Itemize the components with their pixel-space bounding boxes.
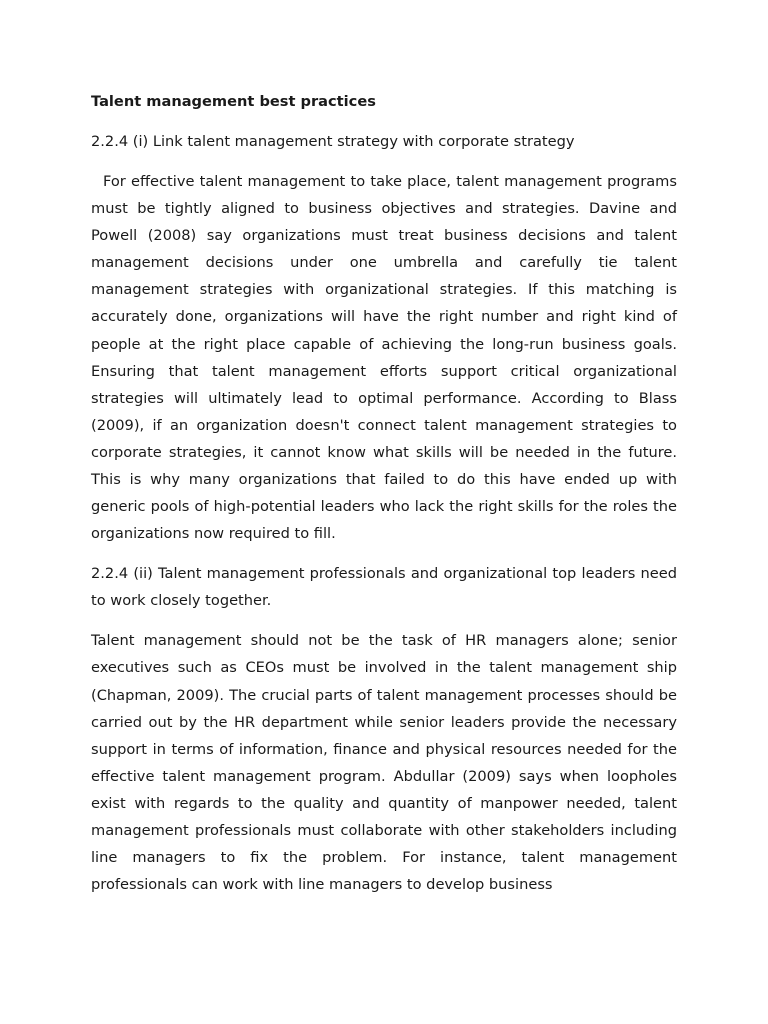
section-1-heading: 2.2.4 (i) Link talent management strategy with corporate strategy (91, 133, 575, 150)
document-title: Talent management best practices (91, 93, 376, 110)
document-page (91, 88, 677, 911)
section-2-paragraph: Talent management should not be the task of HR managers alone; senior executives such as CEOs must be involved in the talent management ship (Chapman, 2009). The crucial parts of talent management processes should be carried out by the HR department while senior leaders provide the necessary support in terms of information, finance and physical resources needed for the effective talent management program. Abdullar (2009) says when loopholes exist with regards to the quality and quantity of manpower needed, talent management professionals must collaborate with other stakeholders including line managers to fix the problem. For instance, talent management professionals can work with line managers to develop business (91, 632, 677, 894)
section-1-paragraph: For effective talent management to take place, talent management programs must be tightly aligned to business objectives and strategies. Davine and Powell (2008) say organizations must treat business decisions and talent management decisions under one umbrella and carefully tie talent management strategies with organizational strategies. If this matching is accurately done, organizations will have the right number and right kind of people at the right place capable of achieving the long-run business goals. Ensuring that talent management efforts support critical organizational strategies will ultimately lead to optimal performance. According to Blass (2009), if an organization doesn't connect talent management strategies to corporate strategies, it cannot know what skills will be needed in the future. This is why many organizations that failed to do this have ended up with generic pools of high-potential leaders who lack the right skills for the roles the organizations now required to fill. (91, 173, 677, 543)
section-2-heading: 2.2.4 (ii) Talent management professionals and organizational top leaders need to work closely together. (91, 565, 677, 610)
